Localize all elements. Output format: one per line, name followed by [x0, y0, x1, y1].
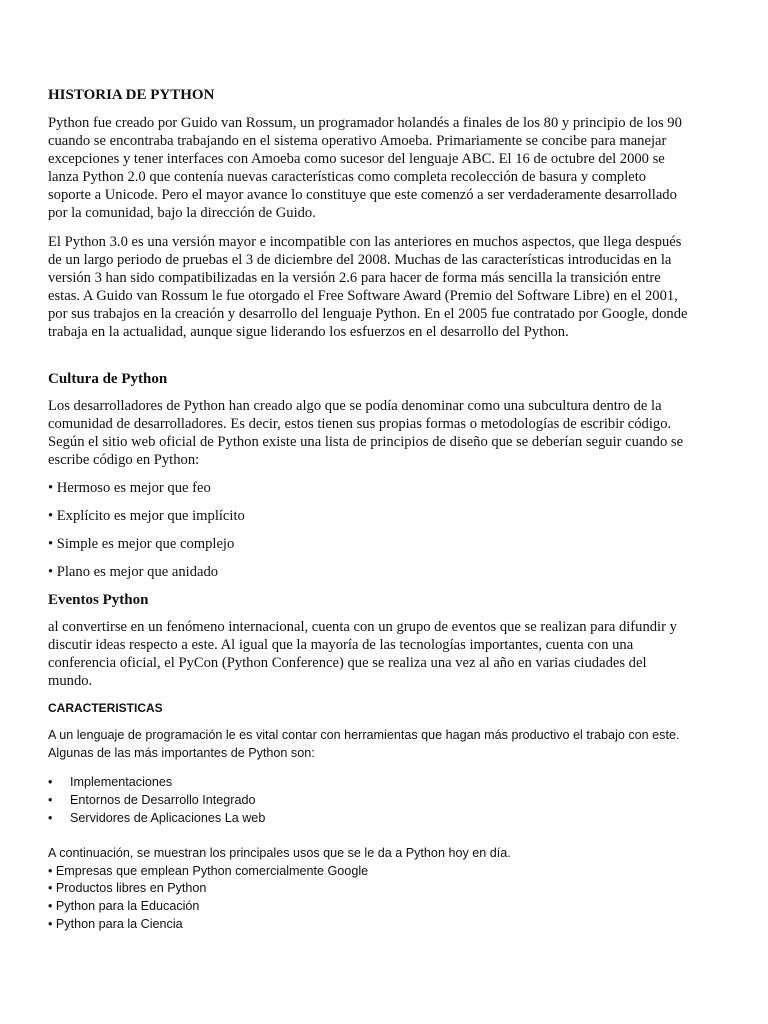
principle-item-3	[48, 535, 688, 553]
uses-intro: A continuación, se muestran los principales usos que se le da a Python hoy en día.	[48, 846, 511, 860]
events-heading-block	[48, 591, 688, 609]
history-paragraph-2	[48, 233, 688, 341]
features-heading-block	[48, 700, 688, 716]
paragraph-text: Python fue creado por Guido van Rossum, un programador holandés a finales de los 80 y principio de los 90 cuando se encontraba trabajando en el sistema operativo Amoeba. Primariamente se concibe para manejar excepciones y tener interfaces con Amoeba como sucesor del lenguaje ABC. El 16 de octubre del 2000 se lanza Python 2.0 que contenía nuevas características como completa recolección de basura y completo soporte a Unicode. Pero el mayor avance lo constituye que este comenzó a ser verdaderamente desarrollado por la comunidad, bajo la dirección de Guido.	[48, 115, 682, 221]
principle-text: • Explícito es mejor que implícito	[48, 508, 245, 524]
document-title: HISTORIA DE PYTHON	[48, 87, 215, 103]
list-item	[48, 809, 688, 827]
features-paragraph	[48, 727, 688, 762]
principle-item-4	[48, 563, 688, 581]
use-item: • Empresas que emplean Python comercialmente Google	[48, 863, 369, 878]
principle-text: • Hermoso es mejor que feo	[48, 480, 211, 496]
bullet-icon: •	[48, 775, 53, 789]
uses-block	[48, 845, 688, 934]
list-item	[48, 791, 688, 809]
events-heading: Eventos Python	[48, 592, 149, 608]
bullet-icon: •	[48, 811, 53, 825]
culture-heading-block	[48, 370, 688, 388]
list-item-text: Implementaciones	[70, 775, 173, 789]
list-item-text: Servidores de Aplicaciones La web	[70, 811, 266, 825]
principle-text: • Plano es mejor que anidado	[48, 564, 219, 580]
list-item-text: Entornos de Desarrollo Integrado	[70, 793, 256, 807]
use-item: • Python para la Educación	[48, 899, 200, 914]
paragraph-text: El Python 3.0 es una versión mayor e incompatible con las anteriores en muchos aspectos, que llega después de un largo periodo de pruebas el 3 de diciembre del 2008. Muchas de las características introducidas en la versión 3 han sido compatibilizadas en la versión 2.6 para hacer de forma más sencilla la transición entre estas. A Guido van Rossum le fue otorgado el Free Software Award (Premio del Software Libre) en el 2001, por sus trabajos en la creación y desarrollo del lenguaje Python. En el 2005 fue contratado por Google, donde trabaja en la actualidad, aunque sigue liderando los esfuerzos en el desarrollo del Python.	[48, 234, 688, 340]
use-item: • Python para la Ciencia	[48, 916, 183, 931]
title-block	[48, 86, 688, 104]
list-item	[48, 773, 688, 791]
culture-paragraph	[48, 397, 688, 469]
principle-item-2	[48, 507, 688, 525]
principle-item-1	[48, 479, 688, 497]
features-heading: CARACTERISTICAS	[48, 701, 163, 715]
events-paragraph	[48, 618, 688, 690]
use-item: • Productos libres en Python	[48, 881, 207, 896]
culture-heading: Cultura de Python	[48, 371, 168, 387]
paragraph-text: Los desarrolladores de Python han creado algo que se podía denominar como una subcultura dentro de la comunidad de desarrolladores. Es decir, estos tienen sus propias formas o metodologías de escribir código. Según el sitio web oficial de Python existe una lista de principios de diseño que se deberían seguir cuando se escribe código en Python:	[48, 398, 684, 468]
paragraph-text: al convertirse en un fenómeno internacional, cuenta con un grupo de eventos que se realizan para difundir y discutir ideas respecto a este. Al igual que la mayoría de las tecnologías importantes, cuenta con una conferencia oficial, el PyCon (Python Conference) que se realiza una vez al año en varias ciudades del mundo.	[48, 619, 677, 689]
bullet-icon: •	[48, 793, 53, 807]
principle-text: • Simple es mejor que complejo	[48, 536, 235, 552]
paragraph-text: A un lenguaje de programación le es vital contar con herramientas que hagan más productivo el trabajo con este. Algunas de las más importantes de Python son:	[48, 728, 680, 760]
tools-list-block	[48, 773, 688, 827]
history-paragraph-1	[48, 114, 688, 222]
tools-list	[48, 773, 688, 827]
